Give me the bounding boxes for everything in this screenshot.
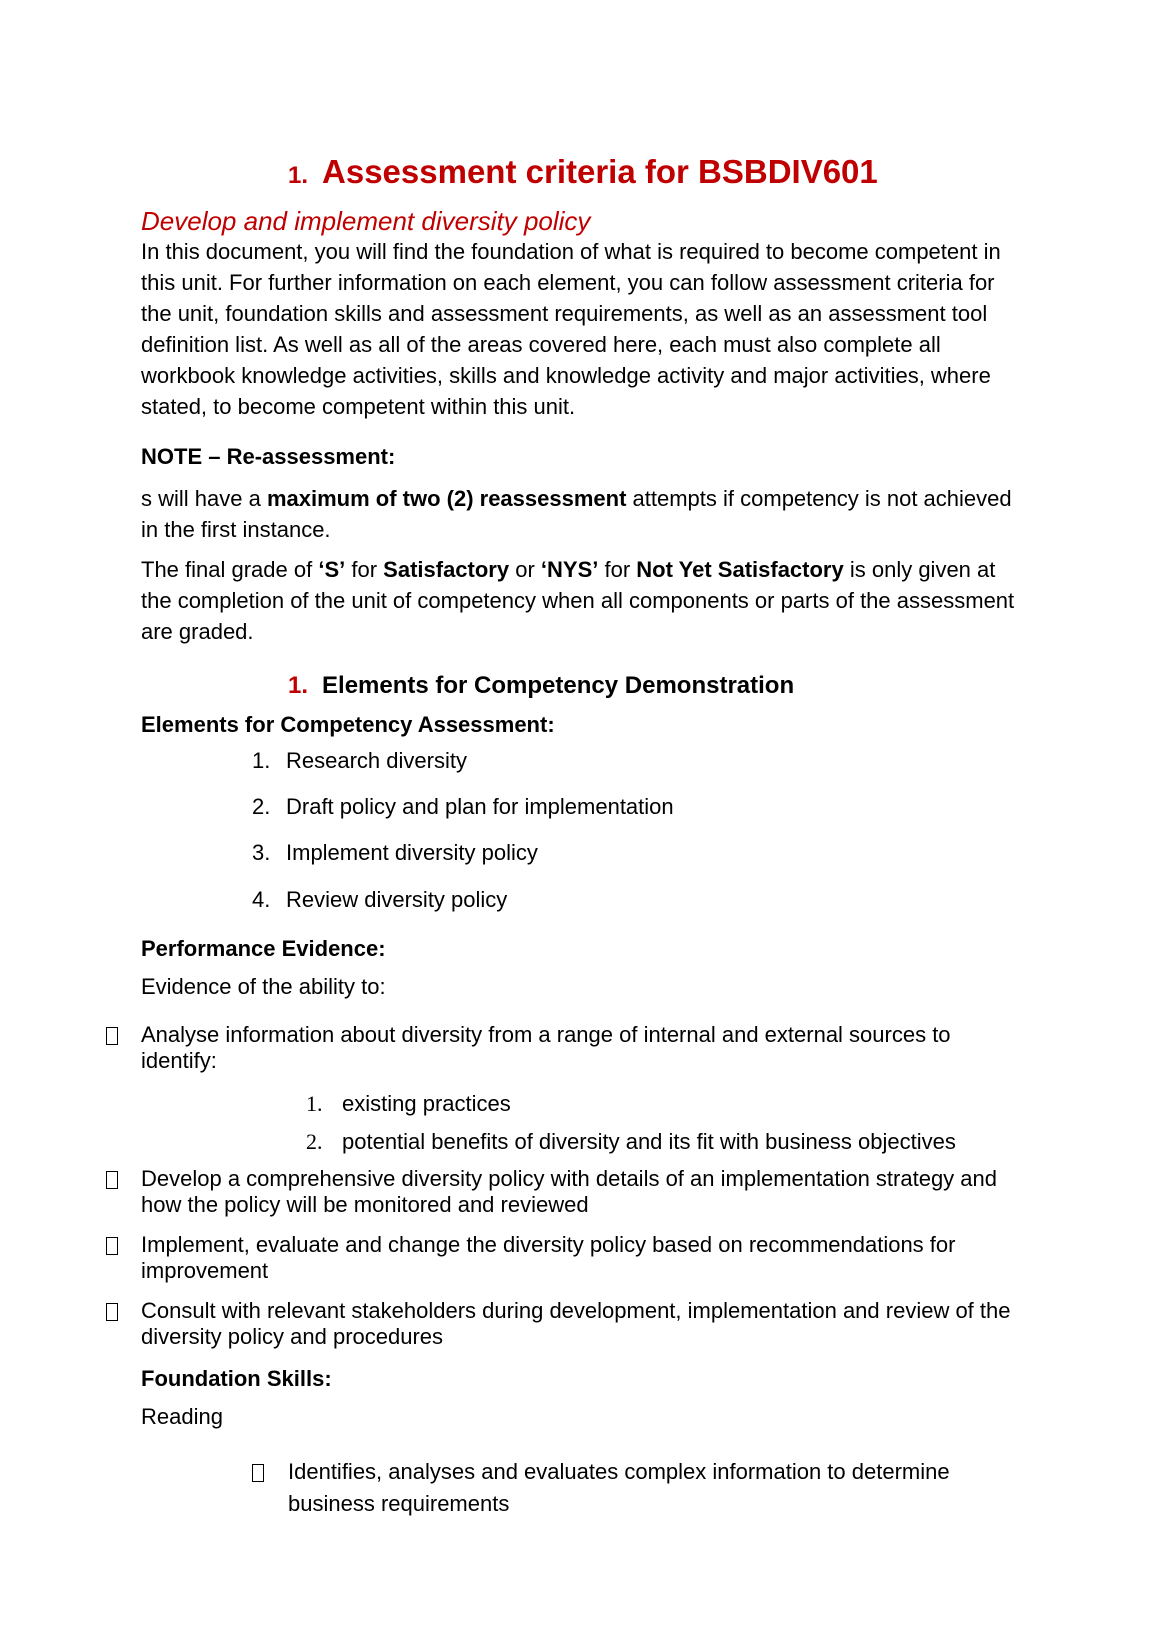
note-heading: NOTE – Re-assessment: bbox=[141, 444, 396, 469]
performance-heading: Performance Evidence: bbox=[141, 936, 386, 961]
note-p2-text: for bbox=[345, 557, 384, 582]
sub-list-item-label: existing practices bbox=[342, 1091, 511, 1116]
performance-item: Analyse information about diversity from a range of internal and external sources to identify: bbox=[141, 1022, 951, 1073]
list-item-number: 1. bbox=[252, 748, 271, 773]
performance-item: Implement, evaluate and change the diversity policy based on recommendations for improvement bbox=[141, 1232, 956, 1283]
foundation-reading: Reading bbox=[141, 1404, 223, 1429]
document-title bbox=[288, 152, 878, 196]
missing-glyph-icon bbox=[106, 1237, 118, 1261]
section-number: 1. bbox=[288, 672, 309, 699]
foundation-heading: Foundation Skills: bbox=[141, 1366, 332, 1391]
title-text: Assessment criteria for BSBDIV601 bbox=[322, 153, 878, 190]
missing-glyph-icon bbox=[106, 1171, 118, 1195]
list-item bbox=[252, 885, 507, 915]
list-item bbox=[252, 792, 674, 822]
missing-glyph-icon bbox=[252, 1464, 264, 1488]
note-p2-text: or bbox=[509, 557, 541, 582]
document-subtitle: Develop and implement diversity policy bbox=[141, 206, 591, 236]
intro-paragraph: In this document, you will find the foundation of what is required to become competent in this unit. For further information on each element, you can follow assessment criteria for the unit, foundation skills and assessment requirements, as well as an assessment tool definition list. As well as all of the areas covered here, each must also complete all workbook knowledge activities, skills and knowledge activity and major activities, where stated, to become competent within this unit. bbox=[141, 239, 1001, 419]
section-heading bbox=[288, 670, 794, 702]
missing-glyph-icon bbox=[106, 1027, 118, 1051]
foundation-item: Identifies, analyses and evaluates complex information to determine business requirements bbox=[288, 1459, 950, 1516]
title-number: 1. bbox=[288, 162, 309, 189]
sub-list-item bbox=[306, 1089, 511, 1119]
note-p1-text: s will have a bbox=[141, 486, 267, 511]
note-p2-text: for bbox=[598, 557, 637, 582]
missing-glyph-icon bbox=[106, 1303, 118, 1327]
grade-s: ‘S’ bbox=[318, 557, 346, 582]
list-item-number: 4. bbox=[252, 887, 271, 912]
list-item-number: 2. bbox=[252, 794, 271, 819]
performance-item: Develop a comprehensive diversity policy with details of an implementation strategy and how the policy will be monitored and reviewed bbox=[141, 1166, 997, 1217]
list-item bbox=[252, 746, 467, 776]
sub-list-item-number: 1. bbox=[306, 1091, 323, 1116]
note-p1-text-end: attempts if competency is not achieved in the first instance. bbox=[141, 486, 1012, 542]
performance-intro: Evidence of the ability to: bbox=[141, 974, 386, 999]
elements-heading: Elements for Competency Assessment: bbox=[141, 712, 555, 737]
list-item-label: Draft policy and plan for implementation bbox=[286, 794, 674, 819]
note-p2-text: The final grade of bbox=[141, 557, 319, 582]
performance-item: Consult with relevant stakeholders during development, implementation and review of the diversity policy and procedures bbox=[141, 1298, 1011, 1349]
sub-list-item bbox=[306, 1127, 956, 1157]
list-item-label: Research diversity bbox=[286, 748, 467, 773]
note-paragraph-2 bbox=[141, 554, 1021, 647]
list-item bbox=[252, 838, 538, 868]
list-item-label: Implement diversity policy bbox=[286, 840, 538, 865]
grade-nys: ‘NYS’ bbox=[540, 557, 599, 582]
grade-not-yet-satisfactory: Not Yet Satisfactory bbox=[636, 557, 844, 582]
note-paragraph-1 bbox=[141, 483, 1021, 545]
list-item-label: Review diversity policy bbox=[286, 887, 508, 912]
list-item-number: 3. bbox=[252, 840, 271, 865]
grade-satisfactory: Satisfactory bbox=[383, 557, 510, 582]
section-text: Elements for Competency Demonstration bbox=[322, 672, 795, 699]
note-p2-text-end: is only given at the completion of the unit of competency when all components or parts of the assessment are graded. bbox=[141, 557, 1015, 644]
note-p1-bold: maximum of two (2) reassessment bbox=[266, 486, 627, 511]
sub-list-item-label: potential benefits of diversity and its fit with business objectives bbox=[342, 1129, 956, 1154]
sub-list-item-number: 2. bbox=[306, 1129, 323, 1154]
